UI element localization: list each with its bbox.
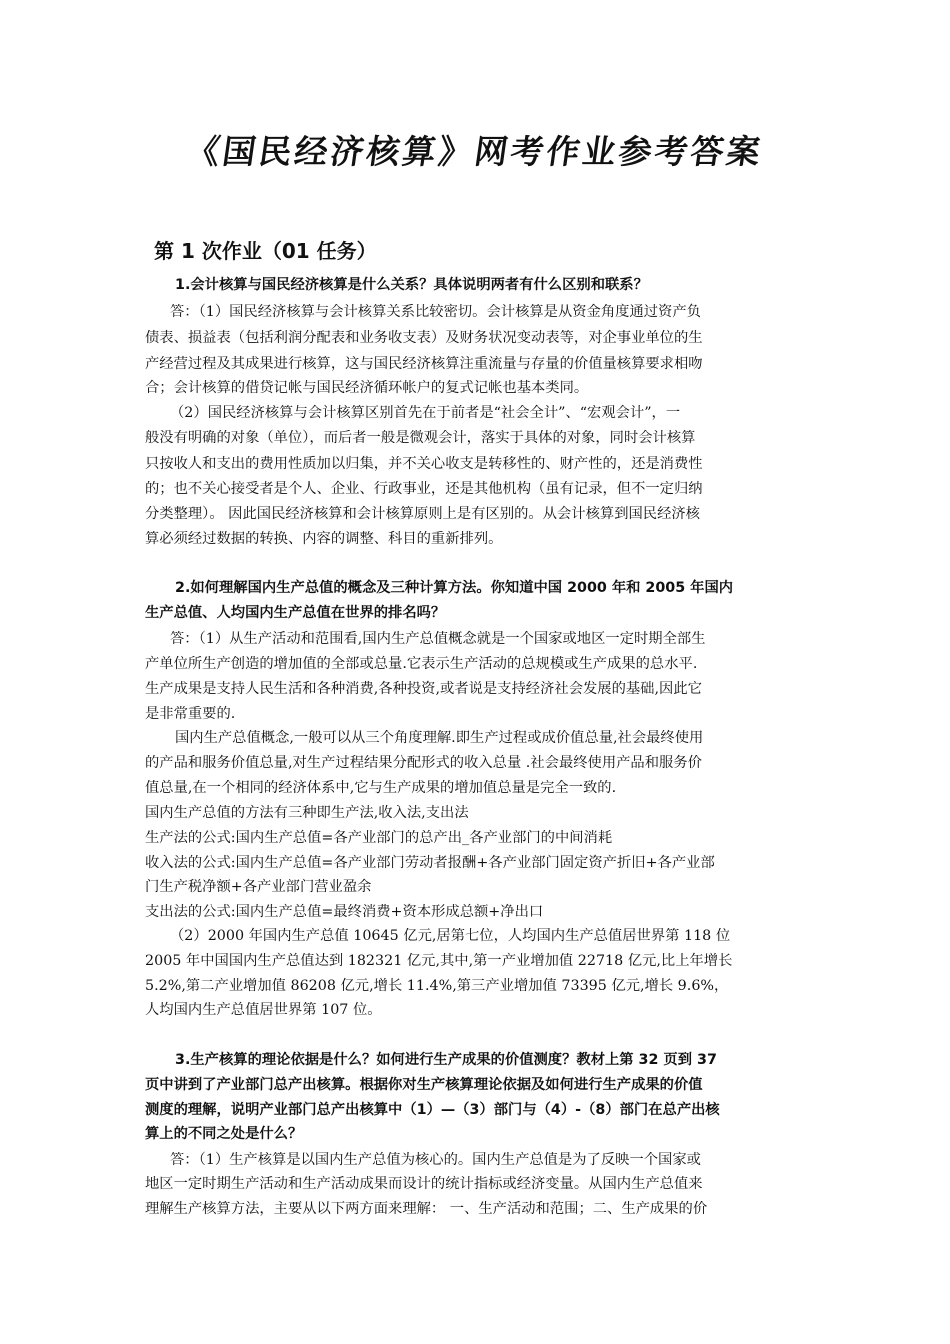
- question-3: 3.生产核算的理论依据是什么？如何进行生产成果的价值测度？教材上第 32 页到 37: [175, 1052, 717, 1068]
- paragraph-line: 算必须经过数据的转换、内容的调整、科目的重新排列。: [145, 531, 503, 547]
- paragraph-line: 5.2%,第二产业增加值 86208 亿元,增长 11.4%,第三产业增加值 73395 亿元,增长 9.6%，: [145, 978, 729, 994]
- question-2: 2.如何理解国内生产总值的概念及三种计算方法。你知道中国 2000 年和 2005 年国内: [175, 580, 734, 596]
- question-2: 生产总值、人均国内生产总值在世界的排名吗？: [145, 605, 446, 621]
- paragraph-line: 分类整理）。 因此国民经济核算和会计核算原则上是有区别的。从会计核算到国民经济核: [145, 506, 700, 522]
- paragraph-line: 地区一定时期生产活动和生产活动成果而设计的统计指标或经济变量。从国内生产总值来: [145, 1176, 703, 1192]
- paragraph-line: 收入法的公式:国内生产总值=各产业部门劳动者报酬+各产业部门固定资产折旧+各产业部: [145, 855, 715, 871]
- paragraph-line: （2）国民经济核算与会计核算区别首先在于前者是“社会全计”、“宏观会计”，一: [170, 405, 681, 421]
- section-heading: 第 1 次作业（01 任务）: [154, 239, 377, 263]
- paragraph-line: 理解生产核算方法，主要从以下两方面来理解： 一、生产活动和范围；二、生产成果的价: [145, 1201, 708, 1217]
- paragraph-line: 产单位所生产创造的增加值的全部或总量.它表示生产活动的总规模或生产成果的总水平.: [145, 656, 698, 672]
- paragraph-line: 答：（1）国民经济核算与会计核算关系比较密切。会计核算是从资金角度通过资产负: [170, 304, 701, 320]
- question-1: 1.会计核算与国民经济核算是什么关系？具体说明两者有什么区别和联系？: [175, 277, 648, 293]
- paragraph-line: 答：（1）生产核算是以国内生产总值为核心的。国内生产总值是为了反映一个国家或: [170, 1152, 701, 1168]
- paragraph-line: 门生产税净额+各产业部门营业盈余: [145, 879, 372, 895]
- paragraph-line: 国内生产总值的方法有三种即生产法,收入法,支出法: [145, 805, 469, 821]
- paragraph-line: 的产品和服务价值总量,对生产过程结果分配形式的收入总量 .社会最终使用产品和服务价: [145, 755, 702, 771]
- paragraph-line: 值总量,在一个相同的经济体系中,它与生产成果的增加值总量是完全一致的.: [145, 780, 617, 796]
- paragraph-line: 是非常重要的.: [145, 706, 236, 722]
- paragraph-line: （2）2000 年国内生产总值 10645 亿元,居第七位，人均国内生产总值居世界第 118 位: [170, 928, 731, 944]
- paragraph-line: 般没有明确的对象（单位），而后者一般是微观会计，落实于具体的对象，同时会计核算: [145, 430, 696, 446]
- paragraph-line: 的；也不关心接受者是个人、企业、行政事业，还是其他机构（虽有记录，但不一定归纳: [145, 481, 703, 497]
- paragraph-line: 国内生产总值概念,一般可以从三个角度理解.即生产过程或成价值总量,社会最终使用: [175, 730, 704, 746]
- question-3: 页中讲到了产业部门总产出核算。根据你对生产核算理论依据及如何进行生产成果的价值: [145, 1077, 703, 1093]
- page-title: 《国民经济核算》网考作业参考答案: [183, 132, 766, 171]
- paragraph-line: 支出法的公式:国内生产总值=最终消费+资本形成总额+净出口: [145, 904, 544, 920]
- paragraph-line: 只按收人和支出的费用性质加以归集，并不关心收支是转移性的、财产性的，还是消费性: [145, 456, 703, 472]
- paragraph-line: 生产法的公式:国内生产总值=各产业部门的总产出_各产业部门的中间消耗: [145, 830, 613, 846]
- paragraph-line: 答：（1）从生产活动和范围看,国内生产总值概念就是一个国家或地区一定时期全部生: [170, 631, 706, 647]
- question-3: 算上的不同之处是什么？: [145, 1126, 303, 1142]
- paragraph-line: 生产成果是支持人民生活和各种消费,各种投资,或者说是支持经济社会发展的基础,因此它: [145, 681, 702, 697]
- question-3: 测度的理解，说明产业部门总产出核算中（1）—（3）部门与（4）-（8）部门在总产出核: [145, 1102, 720, 1118]
- paragraph-line: 债表、损益表（包括利润分配表和业务收支表）及财务状况变动表等，对企事业单位的生: [145, 330, 703, 346]
- paragraph-line: 合；会计核算的借贷记帐与国民经济循环帐户的复式记帐也基本类同。: [145, 380, 589, 396]
- paragraph-line: 产经营过程及其成果进行核算，这与国民经济核算注重流量与存量的价值量核算要求相吻: [145, 356, 703, 372]
- paragraph-line: 人均国内生产总值居世界第 107 位。: [145, 1002, 382, 1018]
- paragraph-line: 2005 年中国国内生产总值达到 182321 亿元,其中,第一产业增加值 22718 亿元,比上年增长: [145, 953, 733, 969]
